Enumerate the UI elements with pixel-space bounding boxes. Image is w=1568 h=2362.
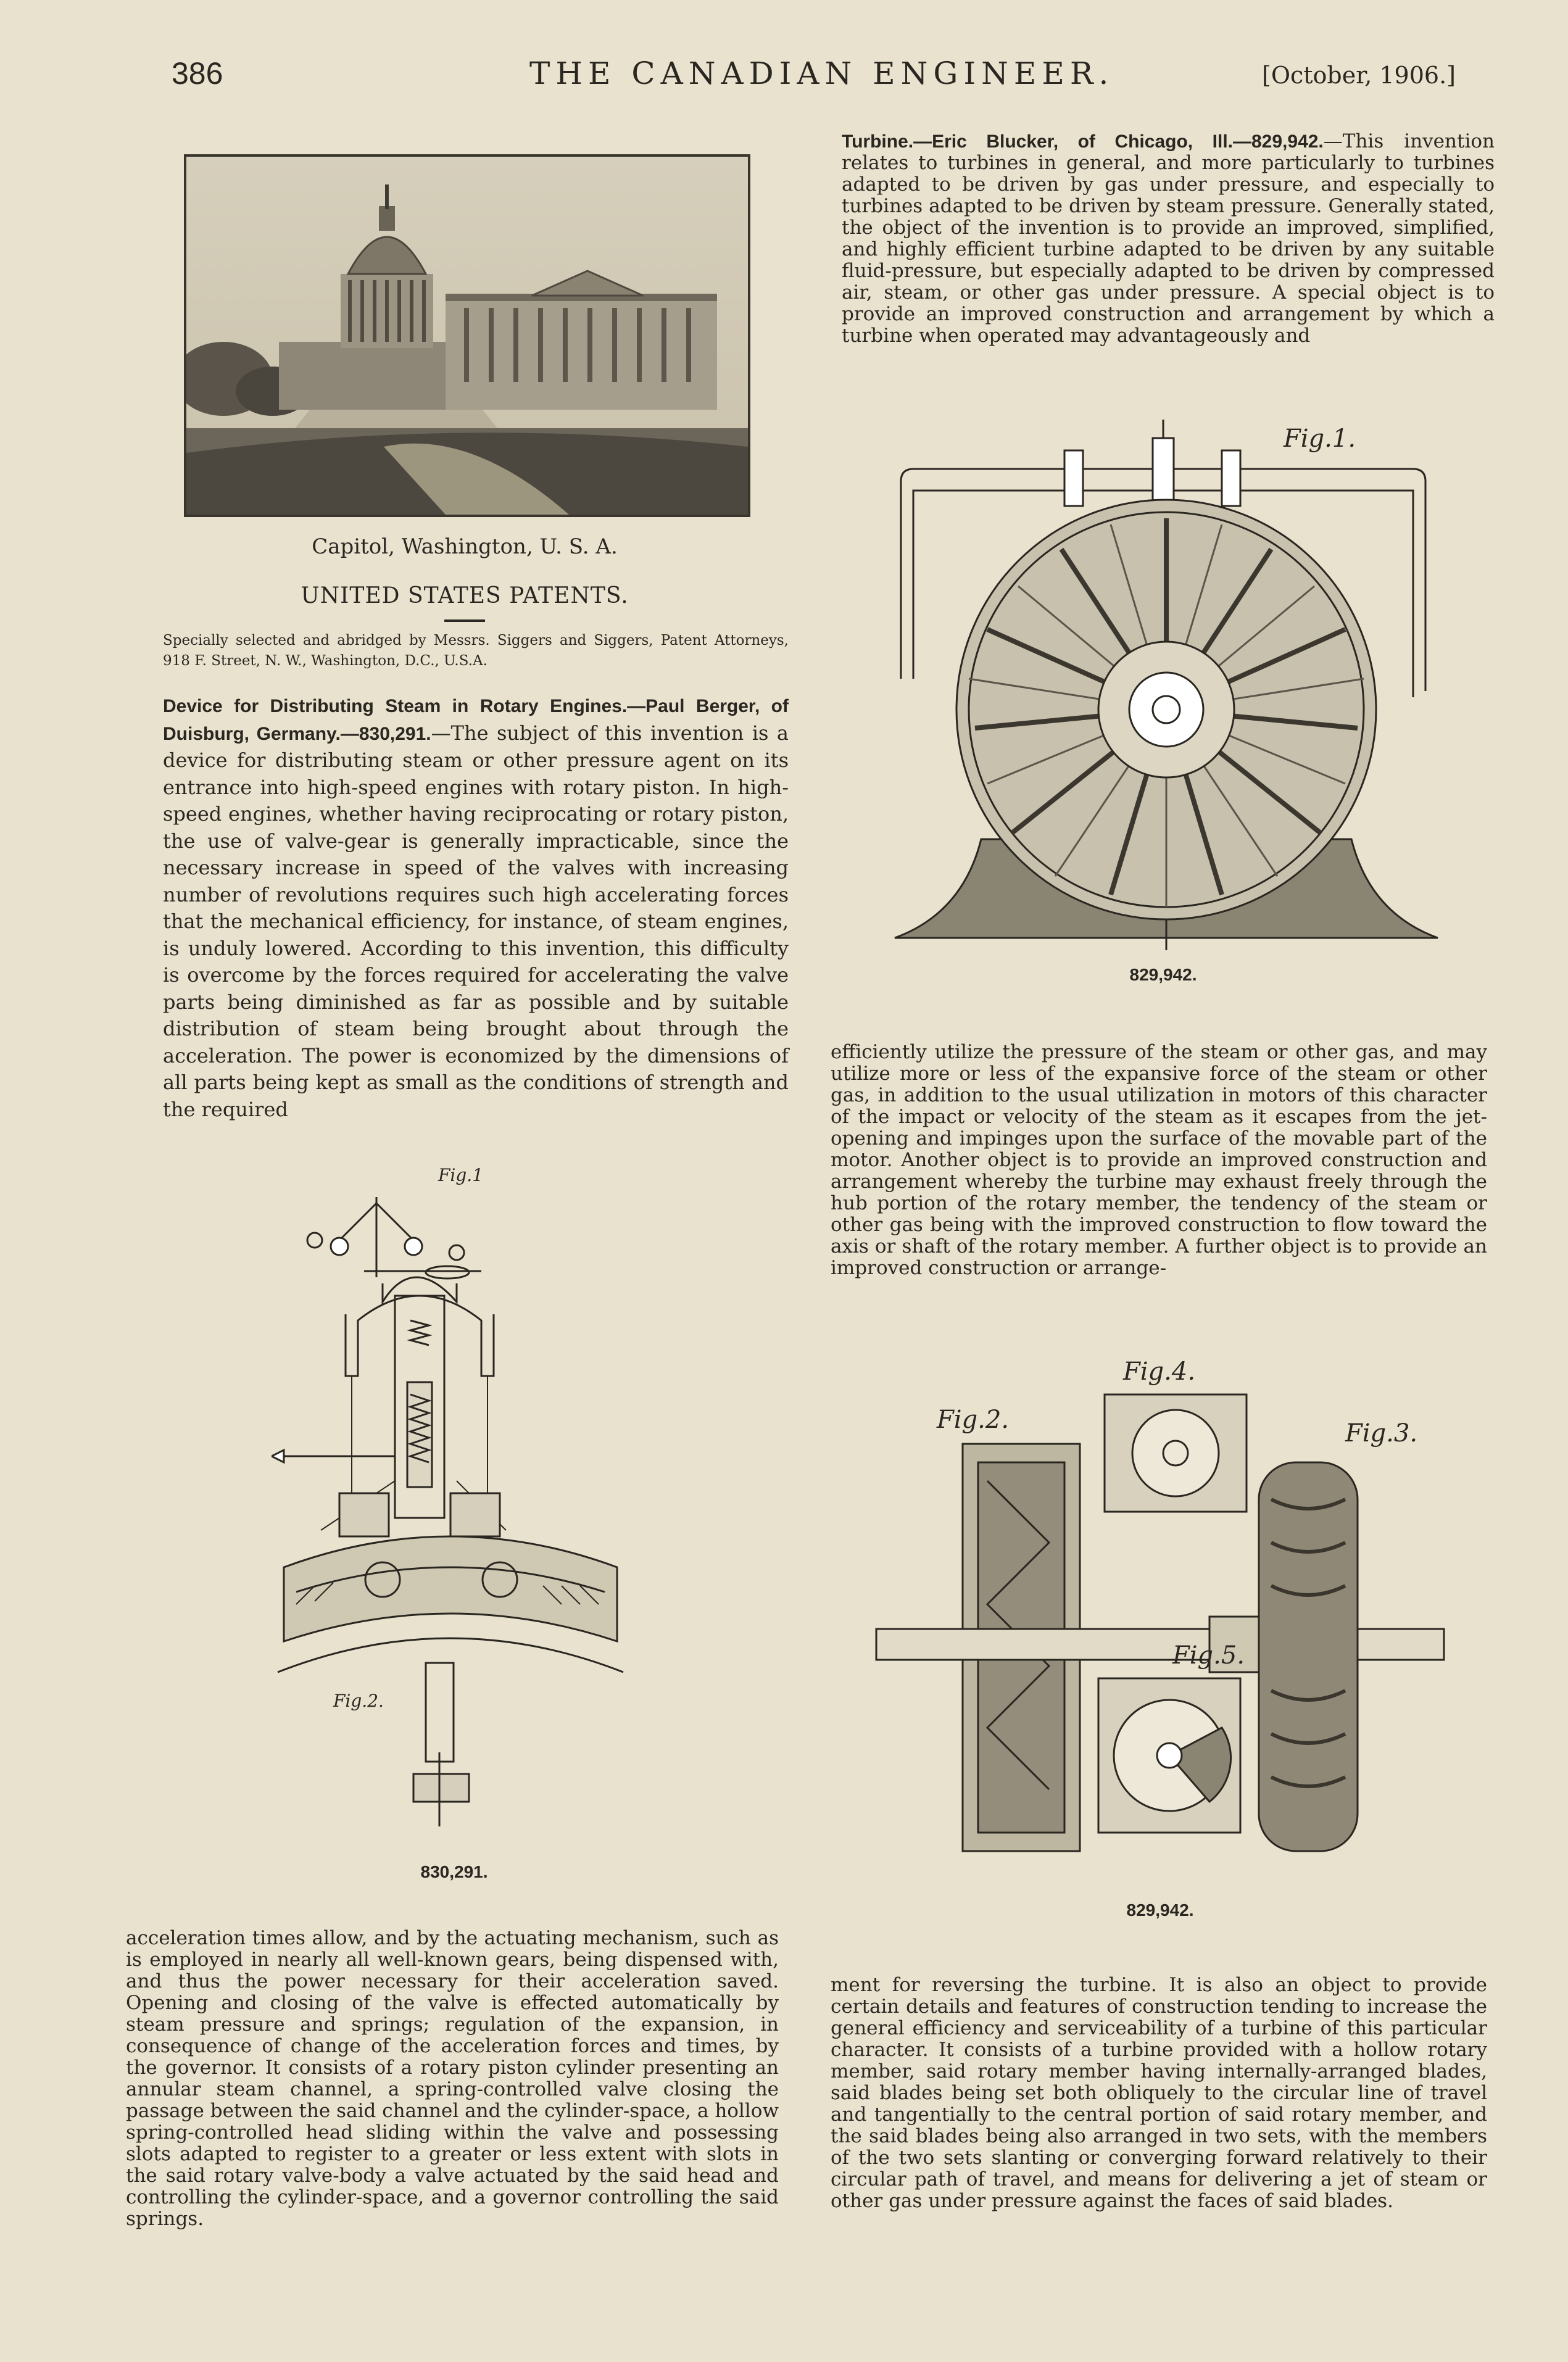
patent-829942-body-1: —This invention relates to turbines in general, and more particularly to turbines adapted to be driven by gas under pressure, and especially to turbines adapted to be driven by steam pressure. Generally stated, the object of the invention is to provide an improved, simplified, and highly efficient turbine adapted to be driven by any suitable fluid-pressure, but especially adapted to be driven by compressed air, steam, or other gas under pressure. A special object is to provide an improved construction and arrangement by which a turbine when operated may advantageously and xyxy=(842,130,1495,347)
page-number: 386 xyxy=(172,56,223,91)
patent-829942-fig4-label: Fig.4. xyxy=(1123,1357,1196,1386)
patent-829942-fig3-label: Fig.3. xyxy=(1345,1419,1418,1448)
section-rule xyxy=(444,620,485,622)
patent-829942-lead: Turbine.—Eric Blucker, of Chicago, Ill.—829,942. xyxy=(842,131,1324,152)
section-title: UNITED STATES PATENTS. xyxy=(301,583,629,608)
patent-829942-figure-1 xyxy=(876,407,1456,963)
patent-830291-lead: Device for Distributing Steam in Rotary Engines.—Paul Berger, of Duisburg, Germany.—830,291. xyxy=(163,696,789,744)
patent-830291-text-1 xyxy=(163,692,789,1123)
patent-830291-fig1-label: Fig.1 xyxy=(438,1165,484,1185)
patent-829942-text-3: ment for reversing the turbine. It is also an object to provide certain details and features of construction tending to increase the general efficiency and serviceability of a turbine of this particular character. It consists of a turbine provided with a hollow rotary member, said rotary member having internally-arranged blades, said blades being set both obliquely to the circular line of travel and tangentially to the central portion of said rotary member, and the said blades being also arranged in two sets, with the members of the two sets slanting or converging forward relatively to their circular path of travel, and means for delivering a jet of steam or other gas under pressure against the faces of said blades. xyxy=(831,1974,1487,2212)
patent-829942-figure-2 xyxy=(864,1357,1456,1900)
patent-830291-fig2-label: Fig.2. xyxy=(333,1691,384,1711)
patent-829942-figure-number-1: 829,942. xyxy=(1129,965,1197,984)
patent-830291-figure-number: 830,291. xyxy=(420,1862,488,1881)
patent-830291-text-2: acceleration times allow, and by the actuating mechanism, such as is employed in nearly all well-known gears, being dispensed with, and thus the power necessary for their acceleration saved. Opening and closing of the valve is effected automatically by steam pressure and springs; regulation of the expansion, in consequence of change of the acceleration forces and times, by the governor. It consists of a rotary piston cylinder presenting an annular steam channel, a spring-controlled valve closing the passage between the said channel and the cylinder-space, a hollow spring-controlled head sliding within the valve and possessing slots adapted to register to a greater or less extent with slots in the said rotary valve-body a valve actuated by the said head and controlling the cylinder-space, and a governor controlling the said springs. xyxy=(126,1927,779,2230)
issue-date: [October, 1906.] xyxy=(1262,62,1456,89)
patent-829942-text-2: efficiently utilize the pressure of the steam or other gas, and may utilize more or less of the expansive force of the steam or other gas, in addition to the usual utilization in motors of this character of the impact or velocity of the steam as it escapes from the jet-opening and impinges upon the surface of the movable part of the motor. Another object is to provide an improved construction and arrangement whereby the turbine may exhaust freely through the hub portion of the rotary member, the tendency of the steam or other gas being with the improved construction to flow toward the axis or shaft of the rotary member. A further object is to provide an improved construction or arrange- xyxy=(831,1041,1487,1279)
patent-829942-fig2-label: Fig.2. xyxy=(937,1406,1010,1434)
photo-caption: Capitol, Washington, U. S. A. xyxy=(312,534,618,559)
patent-829942-fig5-label: Fig.5. xyxy=(1172,1641,1245,1670)
capitol-photo xyxy=(184,154,750,517)
patent-830291-figure xyxy=(272,1160,629,1839)
patent-830291-body-1: —The subject of this invention is a device for distributing steam or other pressure agent on its entrance into high-speed engines with rotary piston. In high-speed engines, whether having reciprocating or rotary piston, the use of valve-gear is generally impracticable, since the necessary increase in speed of the valves with increasing number of revolutions requires such high accelerating forces that the mechanical efficiency, for instance, of steam engines, is unduly lowered. According to this invention, this difficulty is overcome by the forces required for accelerating the valve parts being diminished as far as possible and by suitable distribution of steam being brought about through the acceleration. The power is economized by the dimensions of all parts being kept as small as the conditions of strength and the required xyxy=(163,721,789,1121)
journal-title: THE CANADIAN ENGINEER. xyxy=(529,56,1114,91)
section-credit: Specially selected and abridged by Messrs. Siggers and Siggers, Patent Attorneys, 918 F. Street, N. W., Washington, D.C., U.S.A. xyxy=(163,632,789,669)
patent-829942-fig1-label: Fig.1. xyxy=(1284,425,1356,453)
patent-829942-text-1 xyxy=(842,131,1495,347)
patent-829942-figure-number-2: 829,942. xyxy=(1126,1900,1194,1920)
